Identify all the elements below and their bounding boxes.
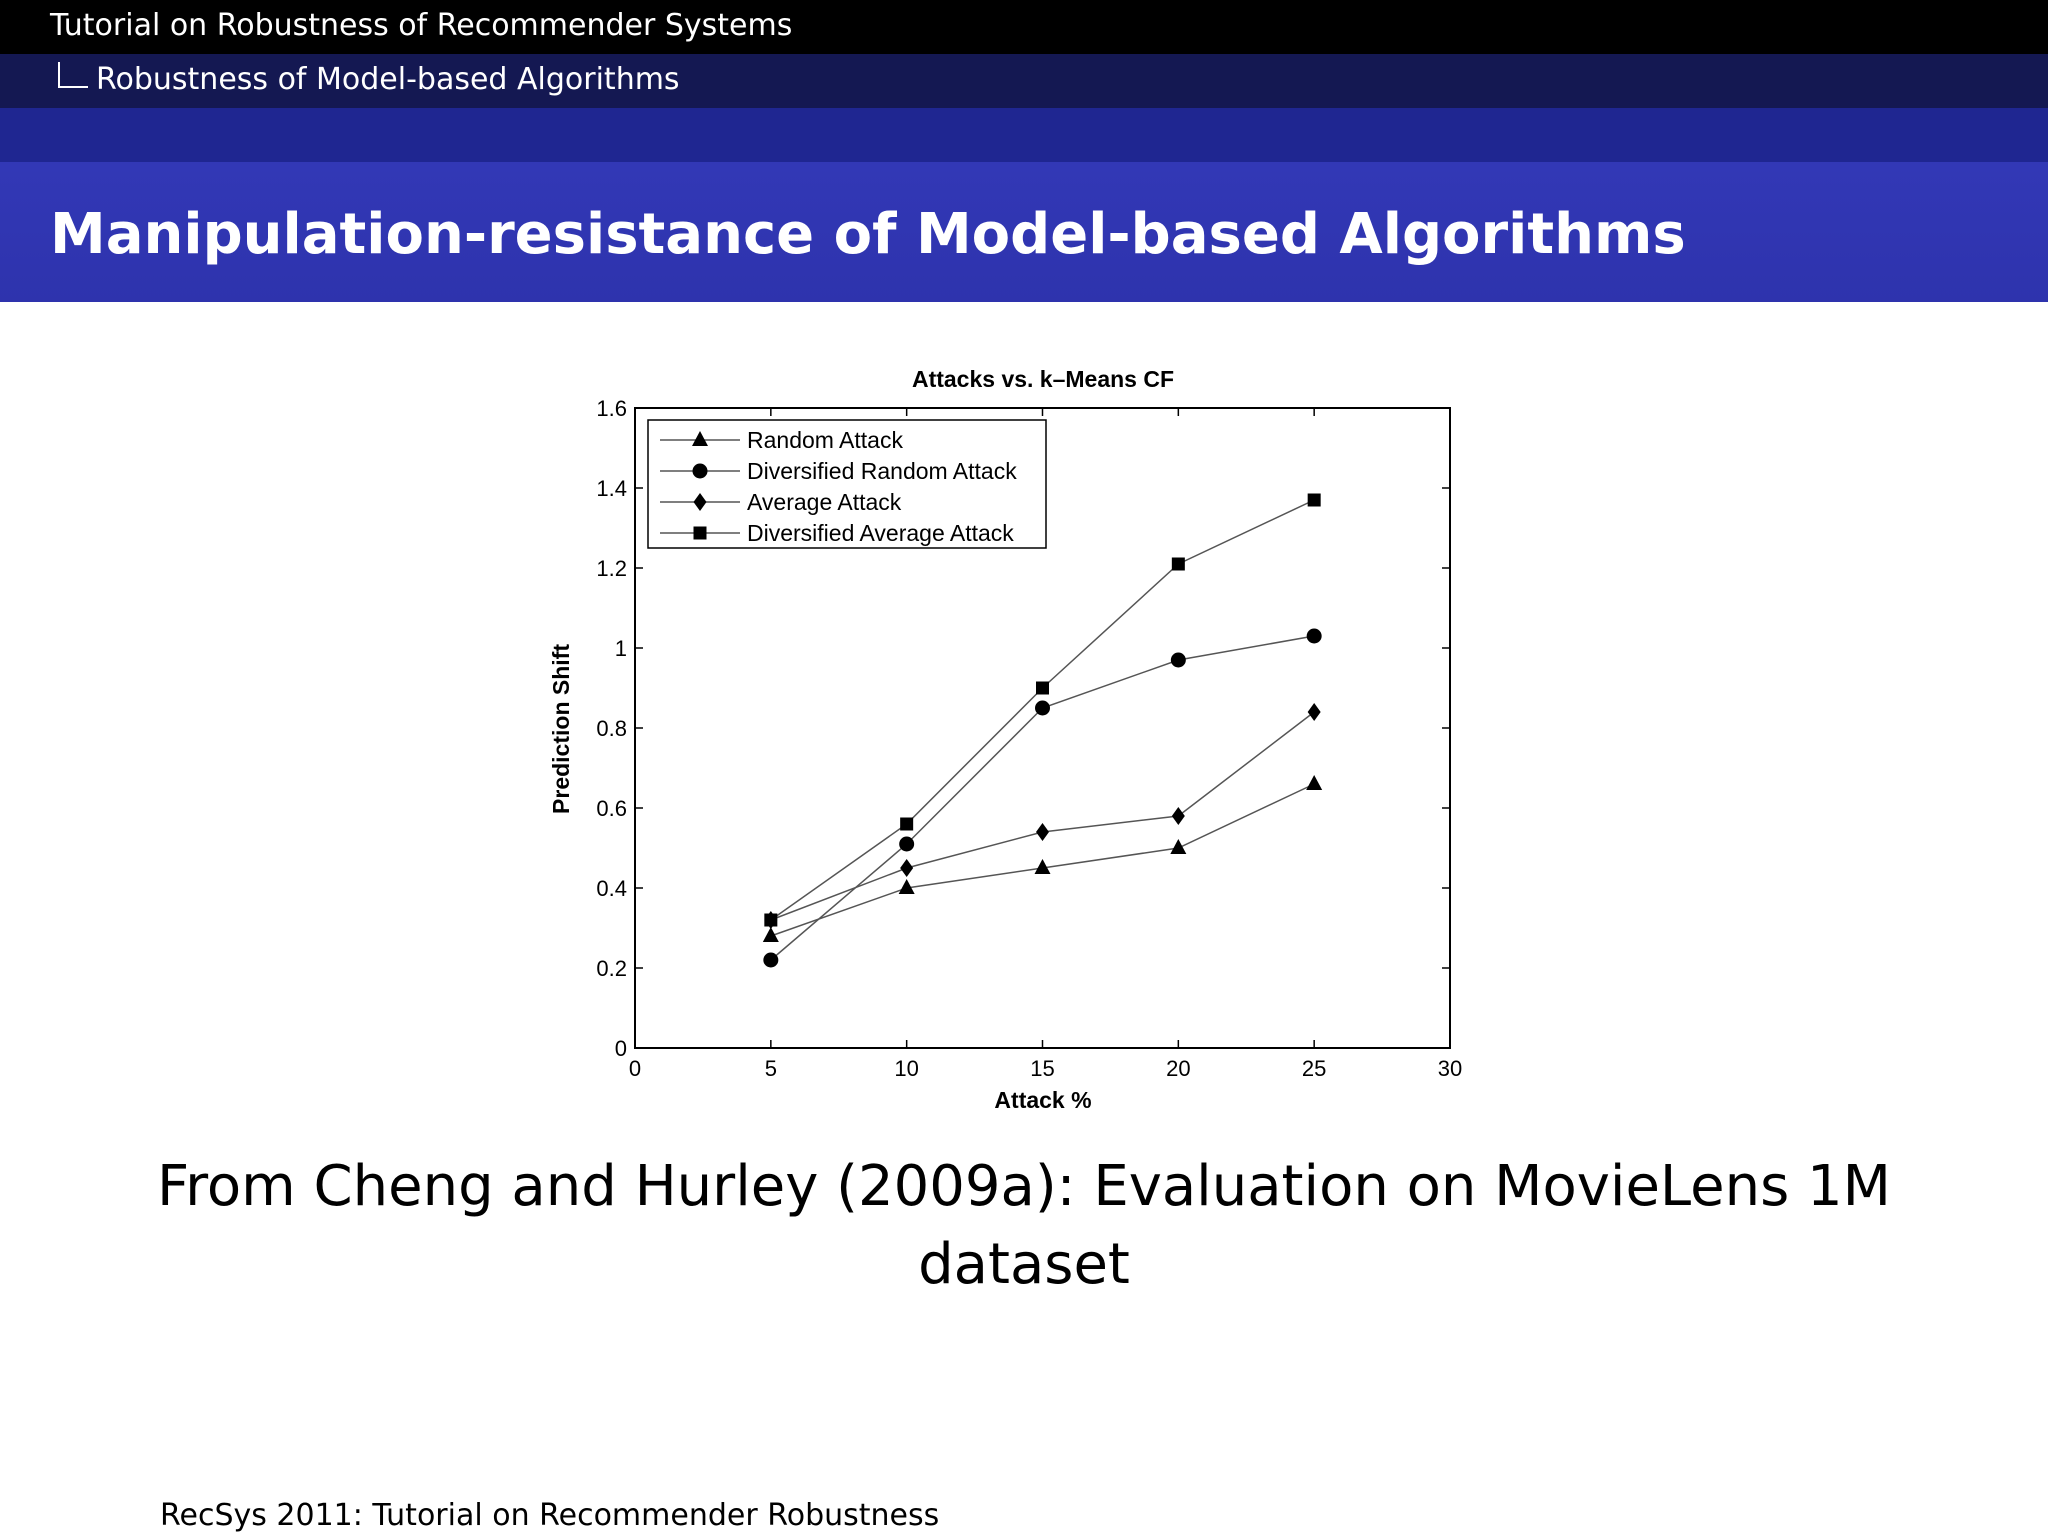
legend-square-icon [694, 527, 707, 540]
series-line-diamond [771, 712, 1314, 920]
legend-label: Diversified Random Attack [747, 458, 1017, 484]
series-markers [763, 494, 1322, 968]
data-point-circle [1171, 653, 1186, 668]
data-point-triangle [1306, 775, 1322, 790]
data-point-circle [899, 837, 914, 852]
data-point-square [1308, 494, 1321, 507]
y-axis-label: Prediction Shift [548, 644, 574, 814]
y-tick-label: 0.8 [596, 716, 627, 741]
y-tick-label: 1 [614, 636, 627, 661]
x-tick-label: 0 [628, 1056, 642, 1081]
y-tick-label: 0.2 [596, 956, 627, 981]
x-tick-label: 15 [1030, 1056, 1055, 1081]
x-axis-label: Attack % [994, 1087, 1092, 1113]
data-point-circle [1035, 701, 1050, 716]
x-tick-label: 25 [1301, 1056, 1327, 1081]
legend [648, 420, 1046, 548]
data-point-square [1172, 558, 1185, 571]
legend-label: Diversified Average Attack [747, 520, 1014, 546]
data-point-square [900, 818, 913, 831]
data-point-circle [763, 953, 778, 968]
legend-label: Random Attack [747, 427, 903, 453]
data-point-diamond [1036, 823, 1049, 841]
data-point-diamond [900, 859, 913, 877]
y-tick-label: 1.2 [596, 556, 627, 581]
y-tick-label: 0.6 [596, 796, 627, 821]
line-chart [540, 355, 1500, 1115]
data-point-triangle [1170, 839, 1186, 854]
data-point-diamond [1308, 703, 1321, 721]
header-band [0, 108, 2048, 162]
data-point-square [1036, 682, 1049, 695]
presentation-title: Tutorial on Robustness of Recommender Systems [50, 8, 793, 43]
x-tick-label: 30 [1437, 1056, 1463, 1081]
y-tick-label: 0.4 [596, 876, 627, 901]
data-point-diamond [1172, 807, 1185, 825]
legend-circle-icon [693, 464, 708, 479]
data-point-circle [1307, 629, 1322, 644]
data-point-square [764, 914, 777, 927]
section-header [0, 54, 2048, 108]
subsection-connector-icon [58, 62, 88, 88]
y-tick-label: 1.6 [596, 396, 627, 421]
chart-title: Attacks vs. k–Means CF [911, 366, 1175, 392]
y-tick-label: 0 [614, 1036, 627, 1061]
y-tick-label: 1.4 [596, 476, 627, 501]
presentation-header [0, 0, 2048, 54]
x-tick-label: 10 [894, 1056, 919, 1081]
series-lines [771, 500, 1314, 960]
slide-caption: From Cheng and Hurley (2009a): Evaluation on MovieLens 1M dataset [156, 1154, 1891, 1297]
section-title: Robustness of Model-based Algorithms [96, 62, 680, 97]
legend-label: Average Attack [747, 489, 902, 515]
x-tick-label: 5 [764, 1056, 777, 1081]
slide-title-bar [0, 162, 2048, 302]
footer-text: RecSys 2011: Tutorial on Recommender Robustness [160, 1498, 940, 1533]
slide-title: Manipulation-resistance of Model-based Algorithms [50, 202, 1686, 267]
x-tick-label: 20 [1166, 1056, 1191, 1081]
